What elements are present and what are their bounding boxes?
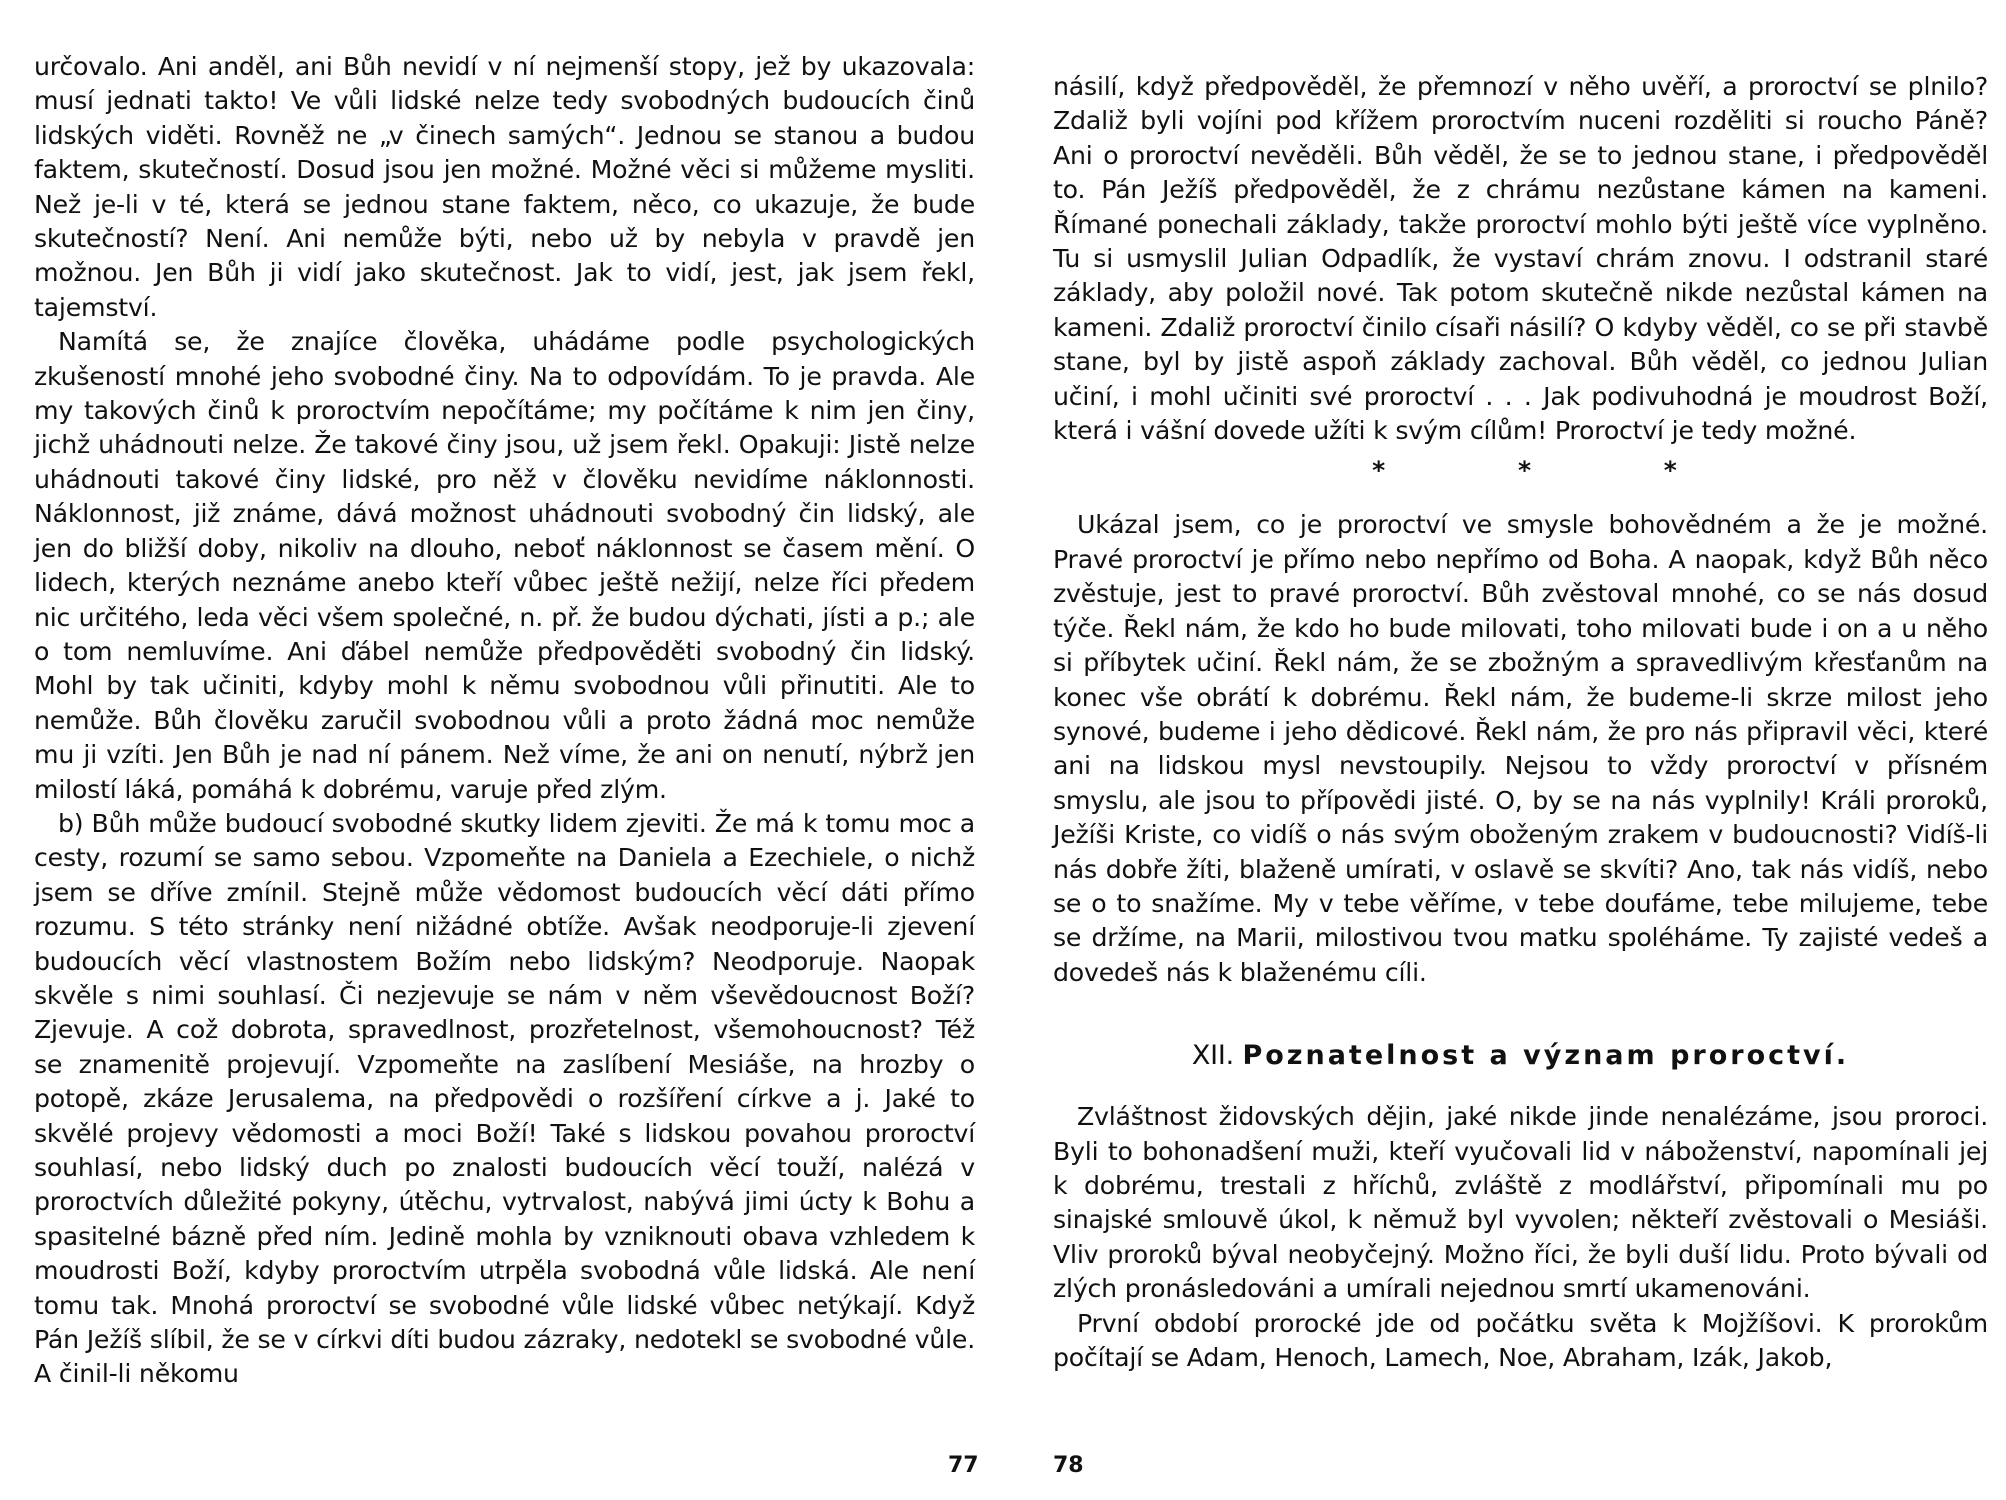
paragraph: První období prorocké jde od počátku světa k Mojžíšovi. K prorokům počítají se Adam, Henoch, Lamech, Noe, Abraham, Izák, Jakob, [1053,1308,1988,1372]
paragraph: násilí, když předpověděl, že přemnozí v něho uvěří, a proroctví se plnilo? Zdaliž byli vojíni pod křížem proroctvím nuceni rozděliti si roucho Páně? Ani o proroctví nevěděli. Bůh věděl, že se to jednou stane, i předpověděl to. Pán Ježíš předpověděl, že z chrámu nezůstane kámen na kameni. Římané ponechali základy, takže proroctví mohlo býti ještě více vyplněno. Tu si usmyslil Julian Odpadlík, že vystaví chrám znovu. I odstranil staré základy, aby položil nové. Tak potom skutečně nikde nezůstal kámen na kameni. Zdaliž proroctví činilo císaři násilí? O kdyby věděl, co se při stavbě stane, byl by jistě aspoň základy zachoval. Bůh věděl, co jednou Julian učiní, i mohl učiniti své proroctví . . . Jak podivuhodná je moudrost Boží, která i vášní dovede užíti k svým cílům! Proroctví je tedy možné. [1053,72,1988,446]
chapter-number: XII. [1191,1040,1235,1072]
chapter-heading [1053,1038,1988,1074]
page-number: 78 [1053,1453,1084,1478]
paragraph: Zvláštnost židovských dějin, jaké nikde jinde nenalézáme, jsou proroci. Byli to bohonadšení muži, kteří vyučovali lid v náboženství, napomínali jej k dobrému, trestali z hříchů, zvláště z modlářství, připomínali mu po sinajské smlouvě úkol, k němuž byl vyvolen; někteří zvěstovali o Mesiáši. Vliv proroků býval neobyčejný. Možno říci, že byli duší lidu. Proto bývali od zlých pronásledováni a umírali nejednou smrtí ukamenováni. [1053,1102,1988,1304]
paragraph: Ukázal jsem, co je proroctví ve smysle bohovědném a že je možné. Pravé proroctví je přímo nebo nepřímo od Boha. A naopak, když Bůh něco zvěstuje, jest to pravé proroctví. Bůh zvěstoval mnohé, co se nás dosud týče. Řekl nám, že kdo ho bude milovati, toho milovati bude i on a u něho si příbytek učiní. Řekl nám, že se zbožným a spravedlivým křesťanům na konec vše obrátí k dobrému. Řekl nám, že budeme-li skrze milost jeho synové, budeme i jeho dědicové. Řekl nám, že pro nás připravil věci, které ani na lidskou mysl nevstoupily. Nejsou to vždy proroctví v přísném smyslu, ale jsou to přípovědi jisté. O, by se na nás vyplnily! Králi proroků, Ježíši Kriste, co vidíš o nás svým oboženým zrakem v budoucnosti? Vidíš-li nás dobře žíti, blaženě umírati, v oslavě se skvíti? Ano, tak nás vidíš, nebo se o to snažíme. My v tebe věříme, v tebe doufáme, tebe milujeme, tebe se držíme, na Marii, milostivou tvou matku spoléháme. Ty zajisté vedeš a dovedeš nás k blaženému cíli. [1053,510,1988,987]
left-page-text [34,50,975,1392]
chapter-title: Poznatelnost a význam proroctví. [1242,1040,1850,1072]
right-page-text [1053,70,1988,1375]
paragraph: určovalo. Ani anděl, ani Bůh nevidí v ní nejmenší stopy, jež by ukazovala: musí jednati takto! Ve vůli lidské nelze tedy svobodných budoucích činů lidských viděti. Rovněž ne „v činech samých“. Jednou se stanou a budou faktem, skutečností. Dosud jsou jen možné. Možné věci si můžeme mysliti. Než je-li v té, která se jednou stane faktem, něco, co ukazuje, že bude skutečností? Není. Ani nemůže býti, nebo už by nebyla v pravdě jen možnou. Jen Bůh ji vidí jako skutečnost. Jak to vidí, jest, jak jsem řekl, tajemství. [34,52,975,322]
paragraph: b) Bůh může budoucí svobodné skutky lidem zjeviti. Že má k tomu moc a cesty, rozumí se samo sebou. Vzpomeňte na Daniela a Ezechiele, o nichž jsem se dříve zmínil. Stejně může vědomost budoucích věcí dáti přímo rozumu. S této stránky není nižádné obtíže. Avšak neodporuje-li zjevení budoucích věcí vlastnostem Božím nebo lidským? Neodporuje. Naopak skvěle s nimi souhlasí. Či nezjevuje se nám v něm vševědoucnost Boží? Zjevuje. A což dobrota, spravedlnost, prozřetelnost, všemohoucnost? Též se znamenitě projevují. Vzpomeňte na zaslíbení Mesiáše, na hrozby o potopě, zkáze Jerusalema, na předpovědi o rozšíření církve a j. Jaké to skvělé projevy vědomosti a moci Boží! Také s lidskou povahou proroctví souhlasí, nebo lidský duch po znalosti budoucích věcí touží, nalézá v proroctvích důležité pokyny, útěchu, vytrvalost, nabývá jimi úcty k Bohu a spasitelné bázně před ním. Jedině mohla by vzniknouti obava vzhledem k moudrosti Boží, kdyby proroctvím utrpěla svobodná vůle lidská. Ale není tomu tak. Mnohá proroctví se svobodné vůle lidské vůbec netýkají. Když Pán Ježíš slíbil, že se v církvi díti budou zázraky, nedotekl se svobodné vůle. A činil-li někomu [34,808,975,1389]
page-number: 77 [948,1453,979,1478]
paragraph: Namítá se, že znajíce člověka, uhádáme podle psychologických zkušeností mnohé jeho svobodné činy. Na to odpovídám. To je pravda. Ale my takových činů k proroctvím nepočítáme; my počítáme k nim jen činy, jichž uhádnouti nelze. Že takové činy jsou, už jsem řekl. Opakuji: Jistě nelze uhádnouti takové činy lidské, pro něž v člověku nevidíme náklonnosti. Náklonnost, již známe, dává možnost uhádnouti svobodný čin lidský, ale jen do bližší doby, nikoliv na dlouho, neboť náklonnost se časem mění. O lidech, kterých neznáme anebo kteří vůbec ještě nežijí, nelze říci předem nic určitého, leda věci všem společné, n. př. že budou dýchati, jísti a p.; ale o tom nemluvíme. Ani ďábel nemůže předpověděti svobodný čin lidský. Mohl by tak učiniti, kdyby mohl k němu svobodnou vůli přinutiti. Ale to nemůže. Bůh člověku zaručil svobodnou vůli a proto žádná moc nemůže mu ji vzíti. Jen Bůh je nad ní pánem. Než víme, že ani on nenutí, nýbrž jen milostí láká, pomáhá k dobrému, varuje před zlým. [34,327,975,804]
right-page [1003,0,2006,1500]
section-separator: * * * [1372,456,1739,486]
